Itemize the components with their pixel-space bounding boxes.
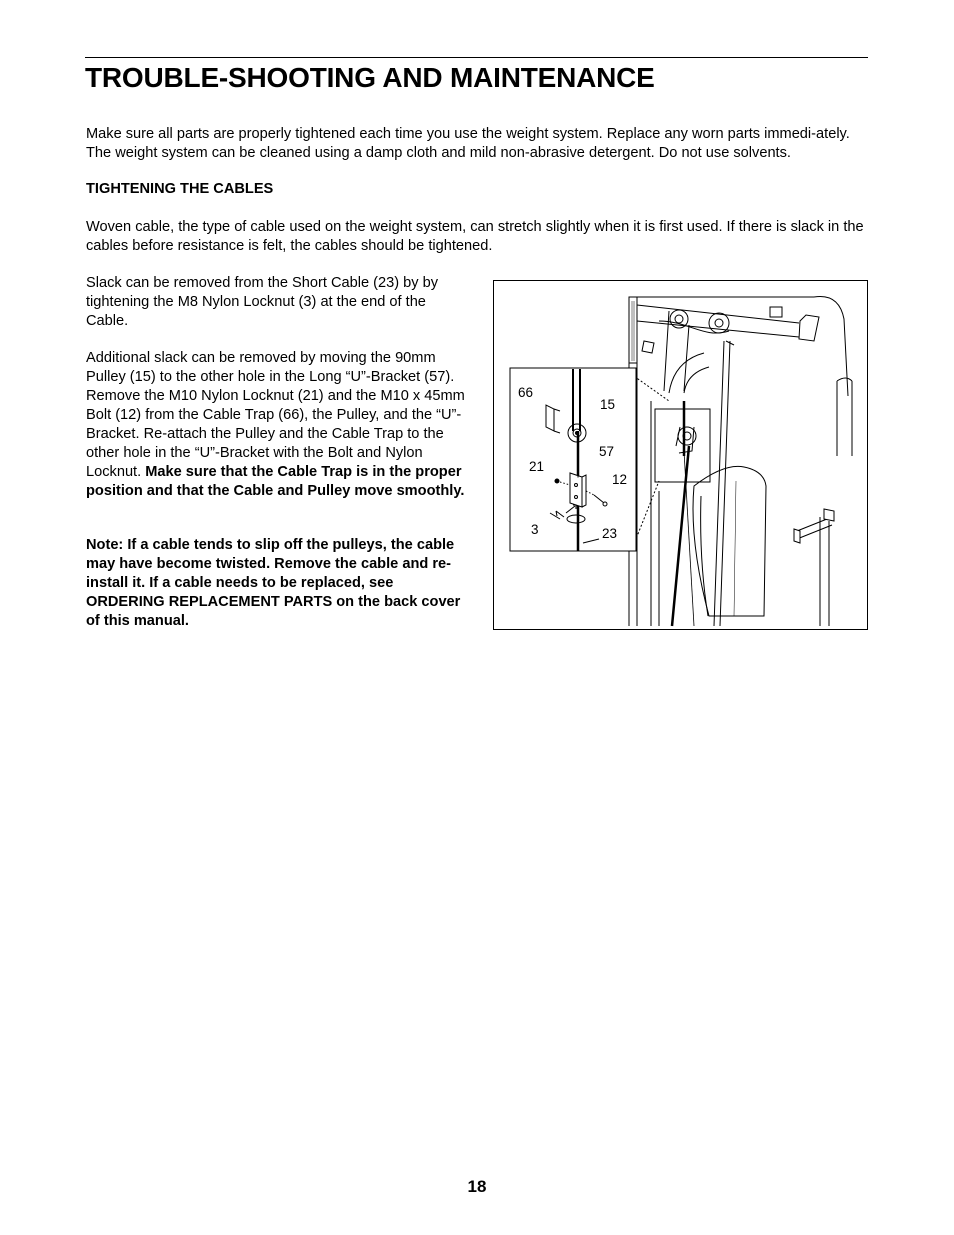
callout-66: 66: [518, 385, 534, 400]
cable-figure: [493, 280, 868, 630]
pulley-warning: Make sure that the Cable Trap is in the proper position and that the Cable and Pulley move smoothly.: [86, 464, 465, 499]
callout-12: 12: [612, 472, 628, 487]
page-title: TROUBLE-SHOOTING AND MAINTENANCE: [85, 62, 655, 93]
section-heading: TIGHTENING THE CABLES: [86, 181, 274, 197]
pulley-instructions: Additional slack can be removed by moving the 90mm Pulley (15) to the other hole in the Long “U”-Bracket (57). Remove the M10 Nylon Locknut (21) and the M10 x 45mm Bolt (12) from the Cable Trap (66), the Pulley, and the “U”-Bracket. Re-attach the Pulley and the Cable Trap to the other hole in the “U”-Bracket with the Bolt and Nylon Locknut.: [86, 350, 465, 480]
callout-23: 23: [602, 526, 618, 541]
machine-illustration: [494, 281, 868, 630]
callout-57: 57: [599, 444, 615, 459]
cable-stretch-paragraph: Woven cable, the type of cable used on the weight system, can stretch slightly when it is first used. If there is slack in the cables before resistance is felt, the cables should be tightened.: [86, 219, 864, 254]
pulley-paragraph: [86, 349, 466, 501]
note-paragraph: Note: If a cable tends to slip off the pulleys, the cable may have become twisted. Remove the cable and re-install it. If a cable needs to be replaced, see ORDERING REPLACEMENT PARTS on the back cover of this manual.: [86, 537, 461, 629]
callout-21: 21: [529, 459, 545, 474]
short-cable-paragraph: Slack can be removed from the Short Cable (23) by by tightening the M8 Nylon Locknut (3) at the end of the Cable.: [86, 275, 439, 329]
callout-3: 3: [531, 522, 539, 537]
callout-15: 15: [600, 397, 616, 412]
page-number: 18: [467, 1177, 487, 1196]
header-rule: [85, 57, 868, 58]
intro-paragraph: Make sure all parts are properly tightened each time you use the weight system. Replace any worn parts immedi-ately. The weight system can be cleaned using a damp cloth and mild non-abrasive detergent. Do not use solvents.: [86, 126, 850, 161]
